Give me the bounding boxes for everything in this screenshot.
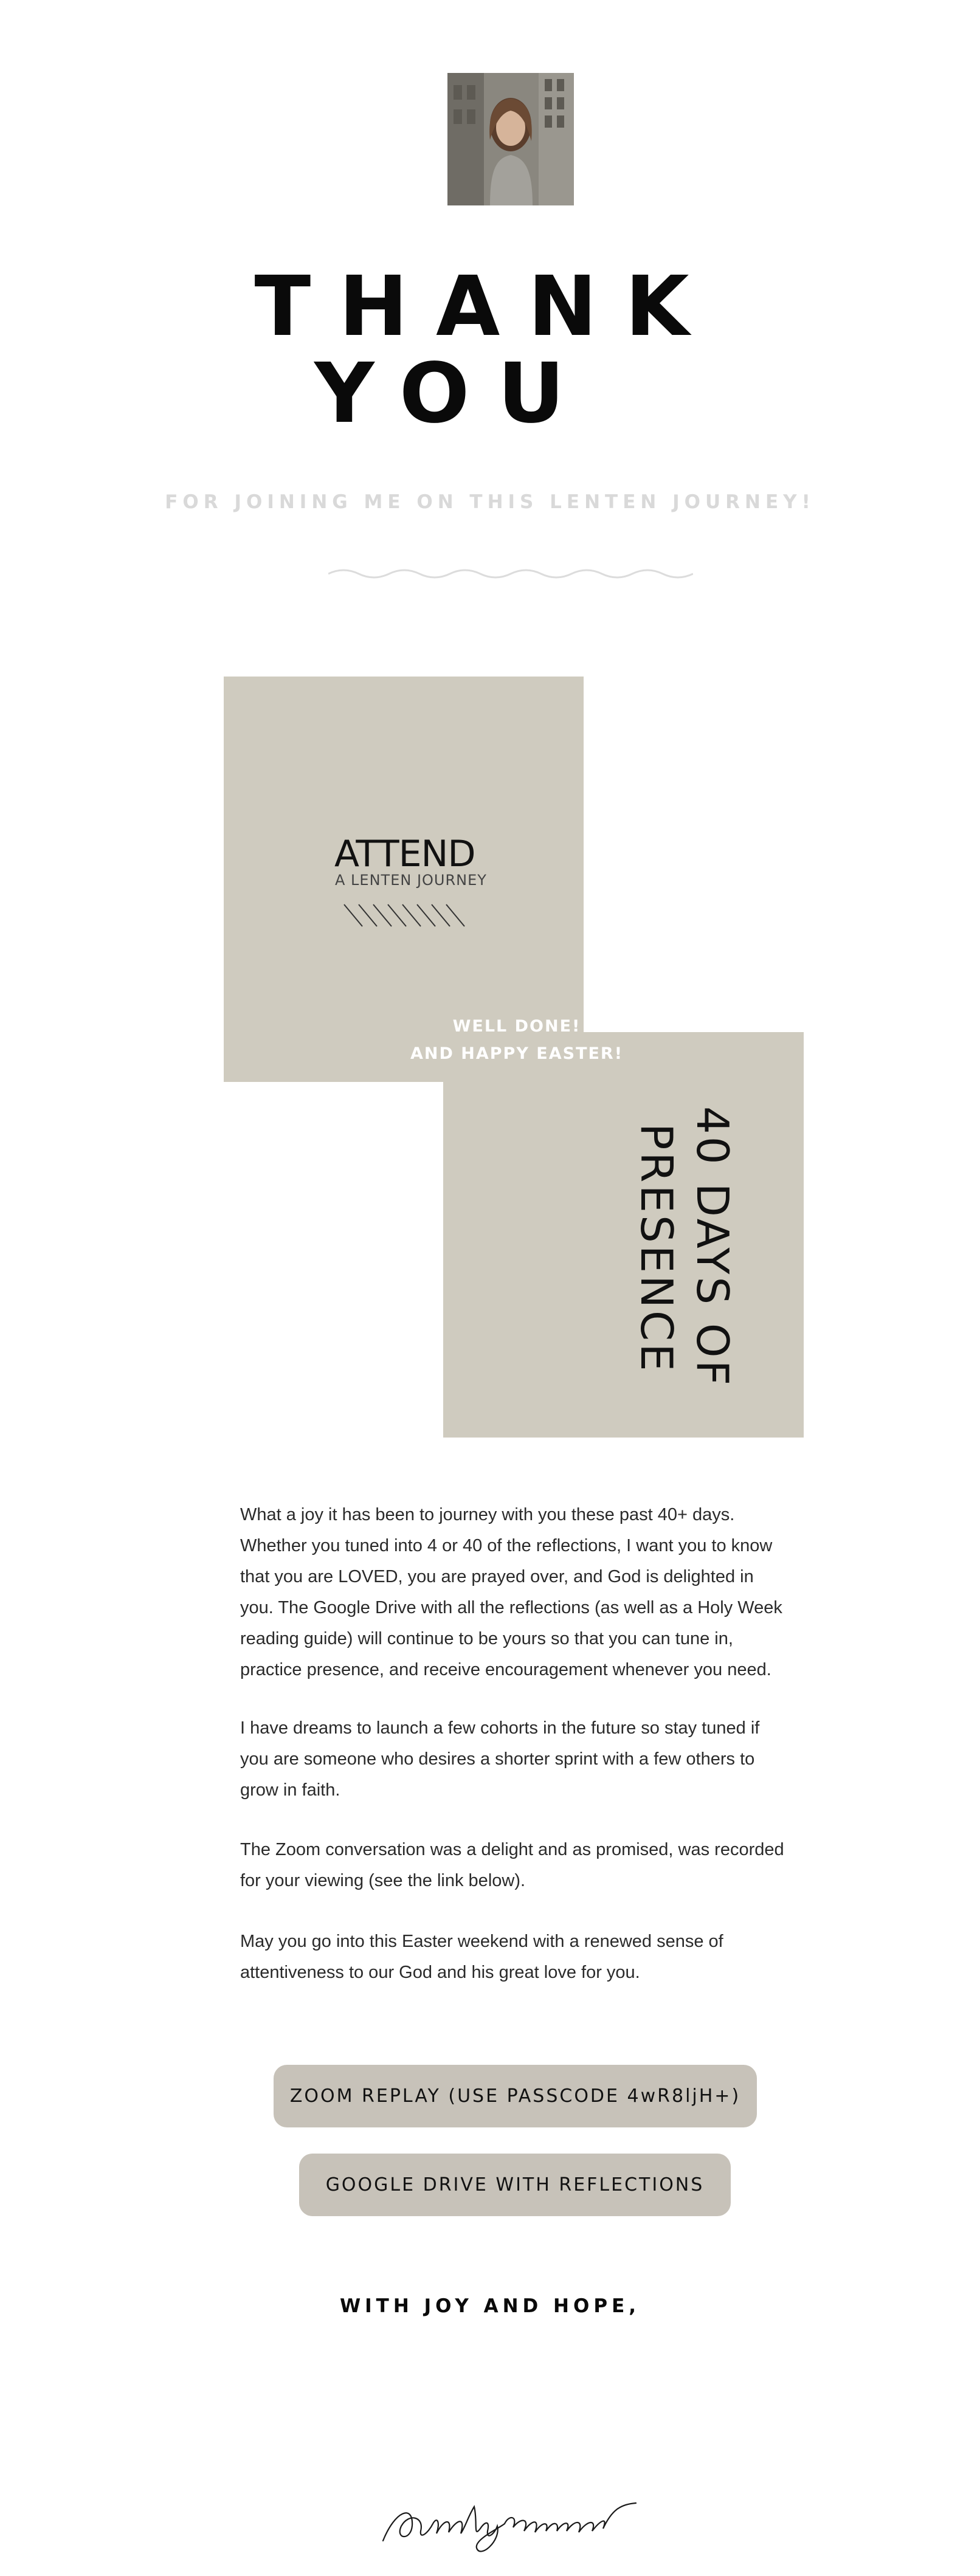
presence-text: PRESENCE: [631, 1123, 682, 1374]
body-paragraph-2: I have dreams to launch a few cohorts in the future so stay tuned if you are someone who desires a shorter sprint with a few others to grow in faith.: [240, 1718, 760, 1800]
portrait-illustration: [447, 73, 574, 205]
forty-days-text: 40 DAYS OF: [687, 1106, 738, 1388]
wave-divider: [328, 562, 693, 586]
presence-card: [443, 1032, 804, 1438]
signature-image: [377, 2468, 644, 2559]
attend-subtitle: A LENTEN JOURNEY: [335, 872, 487, 889]
body-paragraph-4: May you go into this Easter weekend with a renewed sense of attentiveness to our God and his great love for you.: [240, 1932, 723, 1982]
closing-line: WITH JOY AND HOPE,: [339, 2295, 641, 2317]
google-drive-button[interactable]: [299, 2154, 731, 2216]
well-done-text: [389, 1013, 644, 1067]
zoom-replay-label: ZOOM REPLAY (USE PASSCODE 4wR8ljH+): [289, 2085, 741, 2107]
google-drive-label: GOOGLE DRIVE WITH REFLECTIONS: [325, 2174, 705, 2195]
hatch-lines-decoration: [340, 903, 472, 928]
zoom-replay-button[interactable]: [274, 2065, 757, 2127]
thank-title: THANK: [254, 259, 717, 355]
body-paragraph-1: What a joy it has been to journey with you these past 40+ days. Whether you tuned into 4 or 40 of the reflections, I want you to know that you are LOVED, you are prayed over, and God is delighted in you. The Google Drive with all the reflections (as well as a Holy Week reading guide) will continue to be yours so that you can tune in, practice presence, and receive encouragement whenever you need.: [240, 1505, 782, 1679]
attend-title: ATTEND: [334, 833, 475, 875]
well-done-line2: AND HAPPY EASTER!: [410, 1044, 624, 1063]
body-paragraph-3: The Zoom conversation was a delight and as promised, was recorded for your viewing (see the link below).: [240, 1840, 784, 1890]
author-photo: [447, 73, 574, 205]
you-title: YOU: [314, 346, 593, 442]
well-done-line1: WELL DONE!: [452, 1017, 581, 1036]
subtitle: FOR JOINING ME ON THIS LENTEN JOURNEY!: [165, 491, 815, 513]
